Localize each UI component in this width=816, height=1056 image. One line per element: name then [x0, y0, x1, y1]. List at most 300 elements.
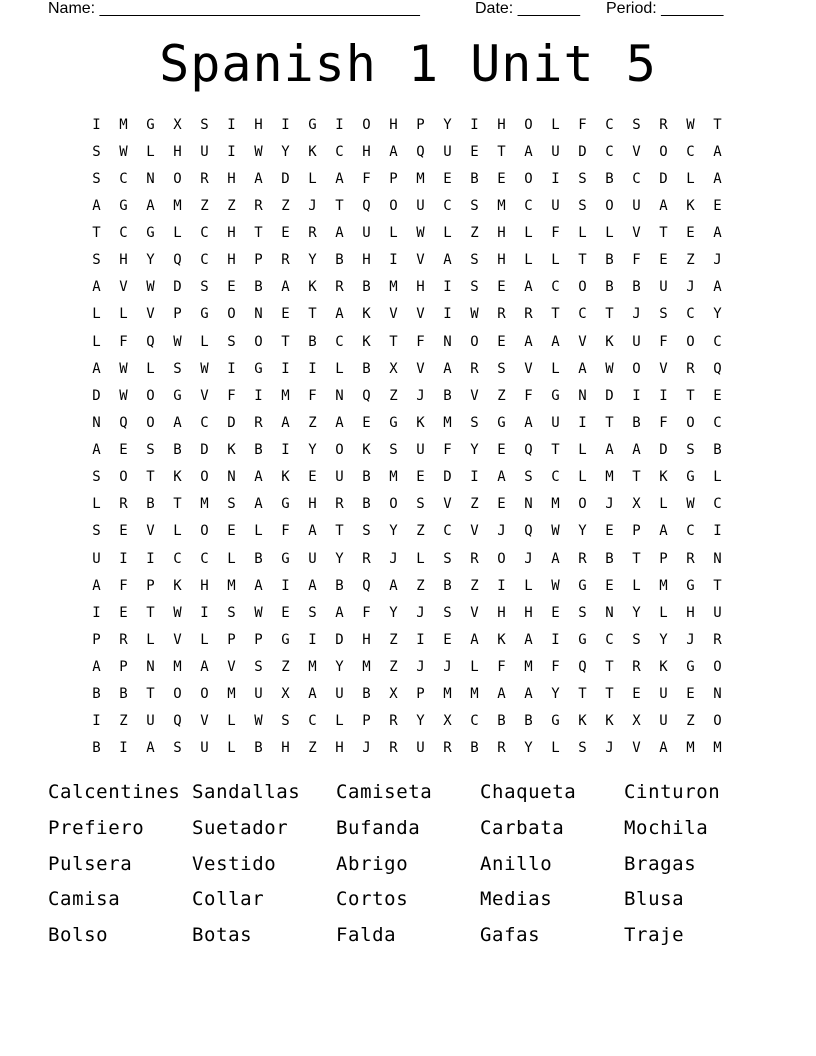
grid-letter: Q: [362, 387, 371, 404]
grid-letter: G: [281, 550, 290, 567]
grid-letter: V: [416, 306, 425, 323]
word-bank-item: Traje: [624, 924, 685, 947]
grid-letter: H: [362, 143, 371, 160]
grid-letter: A: [146, 197, 155, 214]
grid-letter: W: [254, 713, 263, 730]
grid-letter: R: [281, 252, 290, 269]
grid-letter: I: [389, 252, 398, 269]
grid-row: [83, 328, 731, 355]
grid-letter: T: [173, 496, 182, 513]
worksheet-header: [0, 0, 816, 22]
grid-letter: A: [524, 279, 533, 296]
grid-letter: S: [578, 740, 587, 757]
grid-row: [83, 681, 731, 708]
grid-letter: R: [335, 279, 344, 296]
grid-letter: W: [119, 360, 128, 377]
grid-letter: O: [686, 333, 695, 350]
grid-row: [83, 382, 731, 409]
grid-row: [83, 192, 731, 219]
grid-letter: B: [605, 252, 614, 269]
grid-letter: U: [659, 686, 668, 703]
grid-row: [83, 599, 731, 626]
grid-letter: W: [173, 333, 182, 350]
word-bank-item: Mochila: [624, 816, 709, 839]
grid-letter: F: [119, 577, 128, 594]
grid-letter: I: [713, 523, 722, 540]
grid-row: [83, 247, 731, 274]
grid-letter: Y: [470, 442, 479, 459]
grid-letter: C: [443, 523, 452, 540]
grid-letter: F: [578, 116, 587, 133]
grid-letter: S: [173, 360, 182, 377]
grid-letter: K: [659, 659, 668, 676]
grid-letter: Y: [335, 550, 344, 567]
grid-letter: S: [578, 170, 587, 187]
word-search-grid: [83, 111, 731, 762]
grid-letter: T: [254, 225, 263, 242]
grid-letter: V: [524, 360, 533, 377]
grid-letter: U: [416, 740, 425, 757]
grid-letter: Q: [524, 442, 533, 459]
grid-letter: G: [254, 360, 263, 377]
grid-letter: U: [200, 143, 209, 160]
grid-row: [83, 355, 731, 382]
grid-letter: S: [146, 442, 155, 459]
grid-letter: N: [254, 306, 263, 323]
grid-letter: S: [578, 197, 587, 214]
grid-letter: A: [281, 279, 290, 296]
grid-letter: T: [92, 225, 101, 242]
grid-letter: P: [119, 659, 128, 676]
grid-letter: A: [92, 197, 101, 214]
grid-letter: X: [173, 116, 182, 133]
grid-letter: B: [362, 496, 371, 513]
grid-letter: D: [659, 442, 668, 459]
grid-letter: V: [146, 306, 155, 323]
grid-letter: A: [308, 577, 317, 594]
grid-letter: F: [659, 414, 668, 431]
grid-letter: B: [92, 740, 101, 757]
grid-letter: A: [254, 496, 263, 513]
grid-letter: C: [119, 170, 128, 187]
grid-letter: F: [632, 252, 641, 269]
grid-letter: R: [659, 116, 668, 133]
grid-letter: B: [146, 496, 155, 513]
grid-letter: T: [335, 197, 344, 214]
grid-letter: T: [389, 333, 398, 350]
grid-letter: F: [659, 333, 668, 350]
grid-letter: I: [146, 550, 155, 567]
grid-letter: U: [308, 550, 317, 567]
grid-letter: I: [281, 360, 290, 377]
grid-letter: B: [497, 713, 506, 730]
grid-letter: H: [416, 279, 425, 296]
grid-letter: E: [227, 523, 236, 540]
word-bank-item: Collar: [192, 888, 265, 911]
grid-letter: H: [497, 604, 506, 621]
grid-row: [83, 220, 731, 247]
grid-letter: C: [713, 496, 722, 513]
grid-letter: Y: [416, 713, 425, 730]
grid-letter: A: [497, 686, 506, 703]
grid-letter: V: [470, 523, 479, 540]
grid-letter: S: [92, 469, 101, 486]
grid-letter: A: [713, 170, 722, 187]
grid-letter: E: [605, 523, 614, 540]
grid-letter: E: [119, 523, 128, 540]
grid-letter: H: [281, 740, 290, 757]
grid-letter: G: [173, 387, 182, 404]
grid-letter: E: [632, 686, 641, 703]
grid-letter: S: [659, 306, 668, 323]
period-field-label: Period: _______: [606, 0, 724, 17]
grid-letter: R: [254, 197, 263, 214]
grid-letter: M: [119, 116, 128, 133]
grid-letter: W: [200, 360, 209, 377]
grid-letter: X: [389, 686, 398, 703]
grid-letter: T: [551, 306, 560, 323]
grid-letter: C: [605, 631, 614, 648]
grid-letter: E: [497, 442, 506, 459]
grid-letter: O: [146, 414, 155, 431]
grid-letter: M: [362, 659, 371, 676]
grid-letter: L: [632, 577, 641, 594]
grid-letter: L: [200, 333, 209, 350]
grid-letter: O: [335, 442, 344, 459]
word-bank-item: Medias: [480, 888, 553, 911]
grid-letter: U: [362, 225, 371, 242]
grid-letter: O: [200, 469, 209, 486]
grid-letter: S: [173, 740, 182, 757]
grid-letter: W: [686, 116, 695, 133]
grid-letter: J: [362, 740, 371, 757]
grid-letter: O: [173, 686, 182, 703]
grid-row: [83, 138, 731, 165]
grid-letter: U: [254, 686, 263, 703]
grid-letter: B: [470, 740, 479, 757]
grid-letter: H: [227, 252, 236, 269]
grid-letter: I: [92, 116, 101, 133]
grid-letter: A: [200, 659, 209, 676]
grid-letter: Z: [281, 659, 290, 676]
grid-letter: D: [173, 279, 182, 296]
grid-letter: W: [254, 604, 263, 621]
grid-letter: M: [470, 686, 479, 703]
grid-letter: J: [686, 631, 695, 648]
grid-letter: J: [605, 740, 614, 757]
grid-letter: G: [200, 306, 209, 323]
grid-letter: W: [254, 143, 263, 160]
grid-letter: O: [578, 279, 587, 296]
grid-letter: C: [686, 523, 695, 540]
grid-letter: F: [416, 333, 425, 350]
grid-letter: V: [416, 252, 425, 269]
grid-letter: S: [227, 604, 236, 621]
grid-letter: B: [254, 442, 263, 459]
grid-letter: W: [551, 577, 560, 594]
grid-row: [83, 301, 731, 328]
grid-letter: F: [308, 387, 317, 404]
grid-letter: B: [713, 442, 722, 459]
grid-letter: M: [659, 577, 668, 594]
grid-letter: B: [254, 279, 263, 296]
grid-letter: P: [92, 631, 101, 648]
grid-letter: V: [119, 279, 128, 296]
grid-letter: E: [713, 197, 722, 214]
grid-letter: X: [389, 360, 398, 377]
grid-letter: D: [92, 387, 101, 404]
word-bank-item: Bragas: [624, 852, 697, 875]
grid-letter: U: [443, 143, 452, 160]
grid-letter: N: [605, 604, 614, 621]
grid-letter: M: [497, 197, 506, 214]
grid-letter: J: [524, 550, 533, 567]
grid-letter: Y: [659, 631, 668, 648]
grid-letter: T: [632, 550, 641, 567]
grid-letter: A: [92, 442, 101, 459]
grid-letter: L: [605, 225, 614, 242]
grid-letter: D: [605, 387, 614, 404]
grid-letter: H: [497, 116, 506, 133]
grid-letter: E: [281, 604, 290, 621]
grid-letter: R: [200, 170, 209, 187]
grid-letter: A: [92, 577, 101, 594]
grid-letter: H: [686, 604, 695, 621]
word-bank-item: Pulsera: [48, 852, 133, 875]
grid-letter: N: [227, 469, 236, 486]
grid-letter: I: [92, 713, 101, 730]
grid-letter: I: [470, 116, 479, 133]
grid-letter: U: [416, 442, 425, 459]
grid-letter: Q: [713, 360, 722, 377]
grid-letter: W: [146, 279, 155, 296]
grid-letter: Z: [389, 387, 398, 404]
grid-letter: U: [335, 469, 344, 486]
grid-letter: C: [713, 414, 722, 431]
grid-letter: F: [281, 523, 290, 540]
grid-row: [83, 437, 731, 464]
grid-letter: R: [713, 631, 722, 648]
grid-letter: C: [200, 225, 209, 242]
grid-letter: K: [362, 333, 371, 350]
grid-letter: G: [308, 116, 317, 133]
grid-letter: X: [443, 713, 452, 730]
grid-letter: S: [92, 170, 101, 187]
grid-letter: W: [551, 523, 560, 540]
grid-letter: A: [443, 252, 452, 269]
grid-letter: D: [227, 414, 236, 431]
grid-letter: J: [713, 252, 722, 269]
grid-letter: X: [281, 686, 290, 703]
grid-letter: J: [416, 604, 425, 621]
grid-letter: O: [119, 469, 128, 486]
grid-letter: A: [497, 469, 506, 486]
grid-letter: Y: [335, 659, 344, 676]
grid-letter: L: [470, 659, 479, 676]
grid-letter: L: [416, 550, 425, 567]
word-bank-item: Vestido: [192, 852, 277, 875]
grid-letter: N: [335, 387, 344, 404]
grid-letter: Q: [146, 333, 155, 350]
grid-letter: C: [200, 414, 209, 431]
grid-letter: L: [524, 577, 533, 594]
grid-letter: U: [632, 197, 641, 214]
grid-letter: B: [119, 686, 128, 703]
grid-letter: A: [524, 414, 533, 431]
date-field-label: Date: _______: [475, 0, 580, 17]
grid-letter: T: [578, 252, 587, 269]
grid-letter: V: [200, 713, 209, 730]
grid-letter: M: [605, 469, 614, 486]
grid-letter: Y: [389, 523, 398, 540]
grid-letter: L: [659, 604, 668, 621]
grid-letter: K: [173, 469, 182, 486]
grid-letter: A: [335, 170, 344, 187]
grid-letter: I: [281, 577, 290, 594]
grid-letter: F: [551, 225, 560, 242]
grid-letter: Z: [389, 631, 398, 648]
grid-letter: A: [524, 686, 533, 703]
grid-letter: U: [551, 143, 560, 160]
grid-letter: Y: [308, 252, 317, 269]
word-bank-item: Gafas: [480, 924, 541, 947]
grid-letter: G: [497, 414, 506, 431]
grid-letter: L: [227, 550, 236, 567]
grid-letter: V: [200, 387, 209, 404]
grid-letter: G: [146, 116, 155, 133]
grid-letter: S: [200, 116, 209, 133]
grid-letter: G: [578, 577, 587, 594]
grid-letter: E: [443, 631, 452, 648]
grid-letter: E: [713, 387, 722, 404]
grid-letter: E: [443, 170, 452, 187]
grid-letter: M: [551, 496, 560, 513]
grid-letter: P: [227, 631, 236, 648]
grid-letter: E: [308, 469, 317, 486]
grid-letter: R: [686, 550, 695, 567]
grid-letter: P: [632, 523, 641, 540]
grid-letter: B: [92, 686, 101, 703]
grid-letter: D: [200, 442, 209, 459]
grid-letter: H: [362, 252, 371, 269]
grid-letter: T: [605, 306, 614, 323]
grid-letter: O: [497, 550, 506, 567]
grid-letter: A: [632, 442, 641, 459]
grid-letter: K: [605, 333, 614, 350]
grid-letter: E: [281, 225, 290, 242]
grid-letter: Z: [308, 414, 317, 431]
grid-letter: Q: [119, 414, 128, 431]
grid-letter: P: [254, 631, 263, 648]
grid-letter: C: [308, 713, 317, 730]
grid-letter: T: [659, 225, 668, 242]
grid-letter: Z: [497, 387, 506, 404]
grid-letter: R: [335, 496, 344, 513]
grid-letter: A: [713, 143, 722, 160]
grid-letter: C: [578, 306, 587, 323]
grid-row: [83, 518, 731, 545]
grid-letter: M: [227, 686, 236, 703]
grid-letter: A: [92, 360, 101, 377]
grid-letter: R: [443, 740, 452, 757]
grid-letter: G: [146, 225, 155, 242]
grid-letter: S: [227, 333, 236, 350]
grid-letter: Q: [173, 713, 182, 730]
grid-letter: P: [389, 170, 398, 187]
word-bank-item: Botas: [192, 924, 253, 947]
grid-letter: I: [254, 387, 263, 404]
grid-row: [83, 572, 731, 599]
grid-letter: J: [443, 659, 452, 676]
grid-letter: U: [632, 333, 641, 350]
grid-row: [83, 491, 731, 518]
grid-letter: A: [308, 686, 317, 703]
grid-letter: F: [227, 387, 236, 404]
grid-letter: A: [605, 442, 614, 459]
grid-letter: A: [335, 306, 344, 323]
grid-row: [83, 409, 731, 436]
grid-letter: T: [146, 686, 155, 703]
grid-letter: L: [146, 631, 155, 648]
grid-letter: M: [524, 659, 533, 676]
grid-letter: M: [227, 577, 236, 594]
grid-letter: E: [551, 604, 560, 621]
grid-letter: L: [578, 442, 587, 459]
grid-letter: F: [362, 604, 371, 621]
grid-letter: B: [632, 279, 641, 296]
grid-letter: R: [254, 414, 263, 431]
word-bank-item: Suetador: [192, 816, 289, 839]
grid-letter: G: [389, 414, 398, 431]
grid-letter: T: [146, 604, 155, 621]
grid-letter: L: [92, 333, 101, 350]
grid-letter: A: [524, 631, 533, 648]
grid-letter: G: [686, 469, 695, 486]
grid-letter: L: [119, 306, 128, 323]
grid-letter: P: [659, 550, 668, 567]
grid-letter: V: [659, 360, 668, 377]
grid-letter: N: [578, 387, 587, 404]
grid-letter: R: [524, 306, 533, 323]
grid-letter: B: [335, 577, 344, 594]
grid-letter: N: [524, 496, 533, 513]
grid-letter: L: [227, 713, 236, 730]
grid-letter: B: [335, 252, 344, 269]
grid-letter: L: [173, 523, 182, 540]
grid-letter: D: [281, 170, 290, 187]
grid-letter: V: [227, 659, 236, 676]
grid-letter: U: [713, 604, 722, 621]
grid-letter: H: [497, 252, 506, 269]
grid-letter: M: [281, 387, 290, 404]
grid-letter: S: [254, 659, 263, 676]
grid-letter: O: [362, 116, 371, 133]
grid-letter: S: [200, 279, 209, 296]
grid-letter: C: [173, 550, 182, 567]
grid-letter: S: [281, 713, 290, 730]
grid-letter: R: [470, 360, 479, 377]
grid-letter: E: [497, 279, 506, 296]
grid-letter: W: [119, 143, 128, 160]
grid-letter: R: [578, 550, 587, 567]
grid-letter: N: [146, 659, 155, 676]
grid-letter: L: [335, 713, 344, 730]
grid-letter: M: [389, 469, 398, 486]
grid-letter: L: [659, 496, 668, 513]
grid-letter: O: [200, 686, 209, 703]
grid-letter: T: [146, 469, 155, 486]
grid-letter: Z: [389, 659, 398, 676]
